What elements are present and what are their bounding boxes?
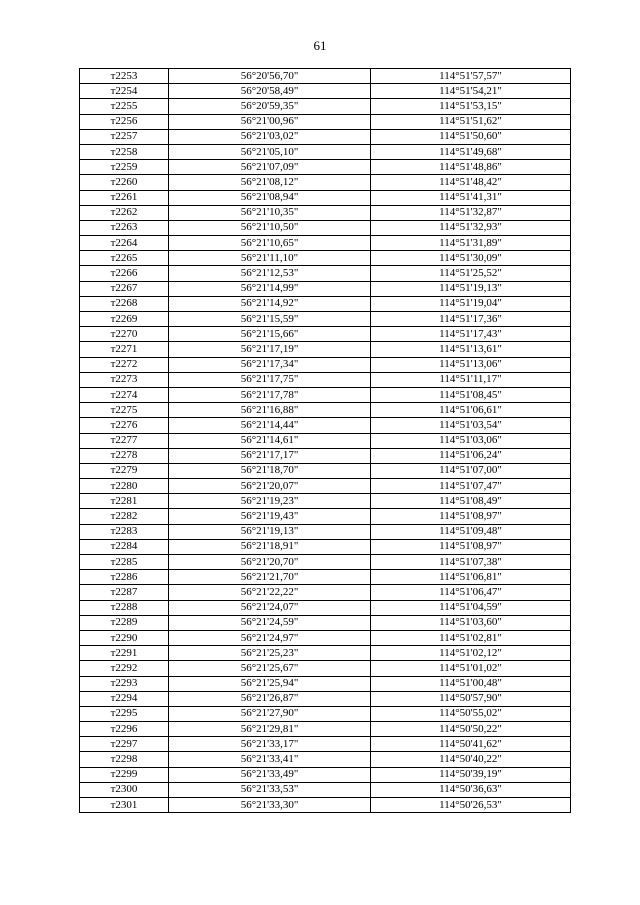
point-id-cell: т2261: [80, 190, 169, 205]
latitude-cell: 56°21'20,70": [169, 555, 371, 570]
page-number: 61: [313, 38, 327, 53]
table-row: [80, 752, 571, 767]
longitude-cell: 114°51'02,81": [371, 630, 571, 645]
point-id-cell: т2268: [80, 296, 169, 311]
latitude-cell: 56°21'25,94": [169, 676, 371, 691]
latitude-cell: 56°21'08,12": [169, 175, 371, 190]
table-row: [80, 767, 571, 782]
table-row: [80, 205, 571, 220]
longitude-cell: 114°51'06,24": [371, 448, 571, 463]
table-row: [80, 479, 571, 494]
longitude-cell: 114°51'19,04": [371, 296, 571, 311]
longitude-cell: 114°51'02,12": [371, 646, 571, 661]
latitude-cell: 56°20'56,70": [169, 69, 371, 84]
longitude-cell: 114°51'03,60": [371, 615, 571, 630]
table-row: [80, 615, 571, 630]
longitude-cell: 114°51'57,57": [371, 69, 571, 84]
table-row: [80, 691, 571, 706]
latitude-cell: 56°21'10,35": [169, 205, 371, 220]
latitude-cell: 56°21'15,59": [169, 312, 371, 327]
point-id-cell: т2274: [80, 387, 169, 402]
longitude-cell: 114°50'39,19": [371, 767, 571, 782]
point-id-cell: т2271: [80, 342, 169, 357]
point-id-cell: т2279: [80, 463, 169, 478]
point-id-cell: т2290: [80, 630, 169, 645]
latitude-cell: 56°21'12,53": [169, 266, 371, 281]
latitude-cell: 56°21'18,70": [169, 463, 371, 478]
table-row: [80, 737, 571, 752]
table-row: [80, 646, 571, 661]
coordinates-table: [79, 68, 571, 813]
table-row: [80, 798, 571, 813]
table-row: [80, 114, 571, 129]
table-row: [80, 706, 571, 721]
latitude-cell: 56°21'11,10": [169, 251, 371, 266]
longitude-cell: 114°50'36,63": [371, 782, 571, 797]
longitude-cell: 114°51'51,62": [371, 114, 571, 129]
table-row: [80, 372, 571, 387]
longitude-cell: 114°51'32,93": [371, 220, 571, 235]
longitude-cell: 114°50'55,02": [371, 706, 571, 721]
point-id-cell: т2259: [80, 160, 169, 175]
point-id-cell: т2270: [80, 327, 169, 342]
point-id-cell: т2256: [80, 114, 169, 129]
latitude-cell: 56°20'59,35": [169, 99, 371, 114]
latitude-cell: 56°21'17,34": [169, 357, 371, 372]
longitude-cell: 114°51'54,21": [371, 84, 571, 99]
longitude-cell: 114°50'50,22": [371, 722, 571, 737]
point-id-cell: т2258: [80, 144, 169, 159]
latitude-cell: 56°21'24,97": [169, 630, 371, 645]
latitude-cell: 56°21'33,17": [169, 737, 371, 752]
point-id-cell: т2287: [80, 585, 169, 600]
point-id-cell: т2292: [80, 661, 169, 676]
table-row: [80, 630, 571, 645]
latitude-cell: 56°21'17,75": [169, 372, 371, 387]
table-row: [80, 69, 571, 84]
point-id-cell: т2295: [80, 706, 169, 721]
table-row: [80, 99, 571, 114]
latitude-cell: 56°21'17,78": [169, 387, 371, 402]
table-row: [80, 236, 571, 251]
point-id-cell: т2299: [80, 767, 169, 782]
longitude-cell: 114°50'26,53": [371, 798, 571, 813]
table-row: [80, 570, 571, 585]
table-row: [80, 555, 571, 570]
latitude-cell: 56°21'29,81": [169, 722, 371, 737]
table-row: [80, 418, 571, 433]
table-row: [80, 190, 571, 205]
latitude-cell: 56°21'27,90": [169, 706, 371, 721]
point-id-cell: т2266: [80, 266, 169, 281]
table-row: [80, 357, 571, 372]
longitude-cell: 114°50'57,90": [371, 691, 571, 706]
latitude-cell: 56°21'08,94": [169, 190, 371, 205]
point-id-cell: т2301: [80, 798, 169, 813]
latitude-cell: 56°21'24,07": [169, 600, 371, 615]
longitude-cell: 114°50'41,62": [371, 737, 571, 752]
longitude-cell: 114°51'07,47": [371, 479, 571, 494]
latitude-cell: 56°21'15,66": [169, 327, 371, 342]
point-id-cell: т2283: [80, 524, 169, 539]
point-id-cell: т2298: [80, 752, 169, 767]
table-row: [80, 266, 571, 281]
point-id-cell: т2263: [80, 220, 169, 235]
point-id-cell: т2297: [80, 737, 169, 752]
point-id-cell: т2284: [80, 539, 169, 554]
point-id-cell: т2255: [80, 99, 169, 114]
table-row: [80, 448, 571, 463]
longitude-cell: 114°51'11,17": [371, 372, 571, 387]
table-row: [80, 782, 571, 797]
longitude-cell: 114°51'06,61": [371, 403, 571, 418]
latitude-cell: 56°21'26,87": [169, 691, 371, 706]
latitude-cell: 56°21'14,99": [169, 281, 371, 296]
longitude-cell: 114°51'25,52": [371, 266, 571, 281]
point-id-cell: т2269: [80, 312, 169, 327]
latitude-cell: 56°21'17,17": [169, 448, 371, 463]
point-id-cell: т2254: [80, 84, 169, 99]
longitude-cell: 114°51'06,81": [371, 570, 571, 585]
table-row: [80, 722, 571, 737]
table-row: [80, 129, 571, 144]
latitude-cell: 56°21'19,13": [169, 524, 371, 539]
table-row: [80, 433, 571, 448]
latitude-cell: 56°21'14,44": [169, 418, 371, 433]
point-id-cell: т2272: [80, 357, 169, 372]
longitude-cell: 114°51'17,36": [371, 312, 571, 327]
table-row: [80, 144, 571, 159]
longitude-cell: 114°51'08,97": [371, 509, 571, 524]
table-row: [80, 160, 571, 175]
point-id-cell: т2281: [80, 494, 169, 509]
point-id-cell: т2273: [80, 372, 169, 387]
latitude-cell: 56°21'05,10": [169, 144, 371, 159]
latitude-cell: 56°21'22,22": [169, 585, 371, 600]
latitude-cell: 56°21'14,92": [169, 296, 371, 311]
longitude-cell: 114°51'06,47": [371, 585, 571, 600]
longitude-cell: 114°51'08,49": [371, 494, 571, 509]
table-row: [80, 661, 571, 676]
longitude-cell: 114°51'03,06": [371, 433, 571, 448]
latitude-cell: 56°20'58,49": [169, 84, 371, 99]
point-id-cell: т2275: [80, 403, 169, 418]
table-row: [80, 84, 571, 99]
latitude-cell: 56°21'20,07": [169, 479, 371, 494]
table-row: [80, 600, 571, 615]
longitude-cell: 114°51'30,09": [371, 251, 571, 266]
longitude-cell: 114°51'50,60": [371, 129, 571, 144]
latitude-cell: 56°21'33,49": [169, 767, 371, 782]
point-id-cell: т2288: [80, 600, 169, 615]
table-row: [80, 539, 571, 554]
longitude-cell: 114°51'48,86": [371, 160, 571, 175]
latitude-cell: 56°21'07,09": [169, 160, 371, 175]
longitude-cell: 114°51'04,59": [371, 600, 571, 615]
latitude-cell: 56°21'18,91": [169, 539, 371, 554]
longitude-cell: 114°51'13,61": [371, 342, 571, 357]
longitude-cell: 114°51'08,45": [371, 387, 571, 402]
point-id-cell: т2264: [80, 236, 169, 251]
longitude-cell: 114°51'03,54": [371, 418, 571, 433]
latitude-cell: 56°21'33,53": [169, 782, 371, 797]
longitude-cell: 114°51'01,02": [371, 661, 571, 676]
point-id-cell: т2265: [80, 251, 169, 266]
table-row: [80, 509, 571, 524]
table-row: [80, 585, 571, 600]
longitude-cell: 114°51'31,89": [371, 236, 571, 251]
table-row: [80, 251, 571, 266]
point-id-cell: т2257: [80, 129, 169, 144]
table-row: [80, 296, 571, 311]
latitude-cell: 56°21'14,61": [169, 433, 371, 448]
point-id-cell: т2253: [80, 69, 169, 84]
longitude-cell: 114°51'07,38": [371, 555, 571, 570]
coordinates-table-body: [80, 69, 571, 813]
point-id-cell: т2277: [80, 433, 169, 448]
longitude-cell: 114°51'41,31": [371, 190, 571, 205]
latitude-cell: 56°21'21,70": [169, 570, 371, 585]
longitude-cell: 114°51'13,06": [371, 357, 571, 372]
longitude-cell: 114°51'32,87": [371, 205, 571, 220]
point-id-cell: т2280: [80, 479, 169, 494]
point-id-cell: т2285: [80, 555, 169, 570]
table-row: [80, 463, 571, 478]
latitude-cell: 56°21'33,30": [169, 798, 371, 813]
latitude-cell: 56°21'19,23": [169, 494, 371, 509]
longitude-cell: 114°51'09,48": [371, 524, 571, 539]
point-id-cell: т2296: [80, 722, 169, 737]
table-row: [80, 327, 571, 342]
latitude-cell: 56°21'17,19": [169, 342, 371, 357]
point-id-cell: т2282: [80, 509, 169, 524]
latitude-cell: 56°21'33,41": [169, 752, 371, 767]
point-id-cell: т2278: [80, 448, 169, 463]
table-row: [80, 342, 571, 357]
longitude-cell: 114°50'40,22": [371, 752, 571, 767]
point-id-cell: т2262: [80, 205, 169, 220]
table-row: [80, 494, 571, 509]
longitude-cell: 114°51'19,13": [371, 281, 571, 296]
point-id-cell: т2260: [80, 175, 169, 190]
point-id-cell: т2276: [80, 418, 169, 433]
table-row: [80, 387, 571, 402]
point-id-cell: т2300: [80, 782, 169, 797]
longitude-cell: 114°51'53,15": [371, 99, 571, 114]
point-id-cell: т2291: [80, 646, 169, 661]
point-id-cell: т2293: [80, 676, 169, 691]
longitude-cell: 114°51'17,43": [371, 327, 571, 342]
point-id-cell: т2286: [80, 570, 169, 585]
table-row: [80, 281, 571, 296]
table-row: [80, 312, 571, 327]
latitude-cell: 56°21'24,59": [169, 615, 371, 630]
latitude-cell: 56°21'00,96": [169, 114, 371, 129]
point-id-cell: т2267: [80, 281, 169, 296]
latitude-cell: 56°21'03,02": [169, 129, 371, 144]
table-row: [80, 676, 571, 691]
latitude-cell: 56°21'16,88": [169, 403, 371, 418]
latitude-cell: 56°21'25,67": [169, 661, 371, 676]
latitude-cell: 56°21'19,43": [169, 509, 371, 524]
table-row: [80, 403, 571, 418]
point-id-cell: т2294: [80, 691, 169, 706]
table-row: [80, 524, 571, 539]
longitude-cell: 114°51'49,68": [371, 144, 571, 159]
longitude-cell: 114°51'48,42": [371, 175, 571, 190]
longitude-cell: 114°51'07,00": [371, 463, 571, 478]
table-row: [80, 175, 571, 190]
latitude-cell: 56°21'10,50": [169, 220, 371, 235]
longitude-cell: 114°51'00,48": [371, 676, 571, 691]
latitude-cell: 56°21'25,23": [169, 646, 371, 661]
longitude-cell: 114°51'08,97": [371, 539, 571, 554]
point-id-cell: т2289: [80, 615, 169, 630]
latitude-cell: 56°21'10,65": [169, 236, 371, 251]
table-row: [80, 220, 571, 235]
